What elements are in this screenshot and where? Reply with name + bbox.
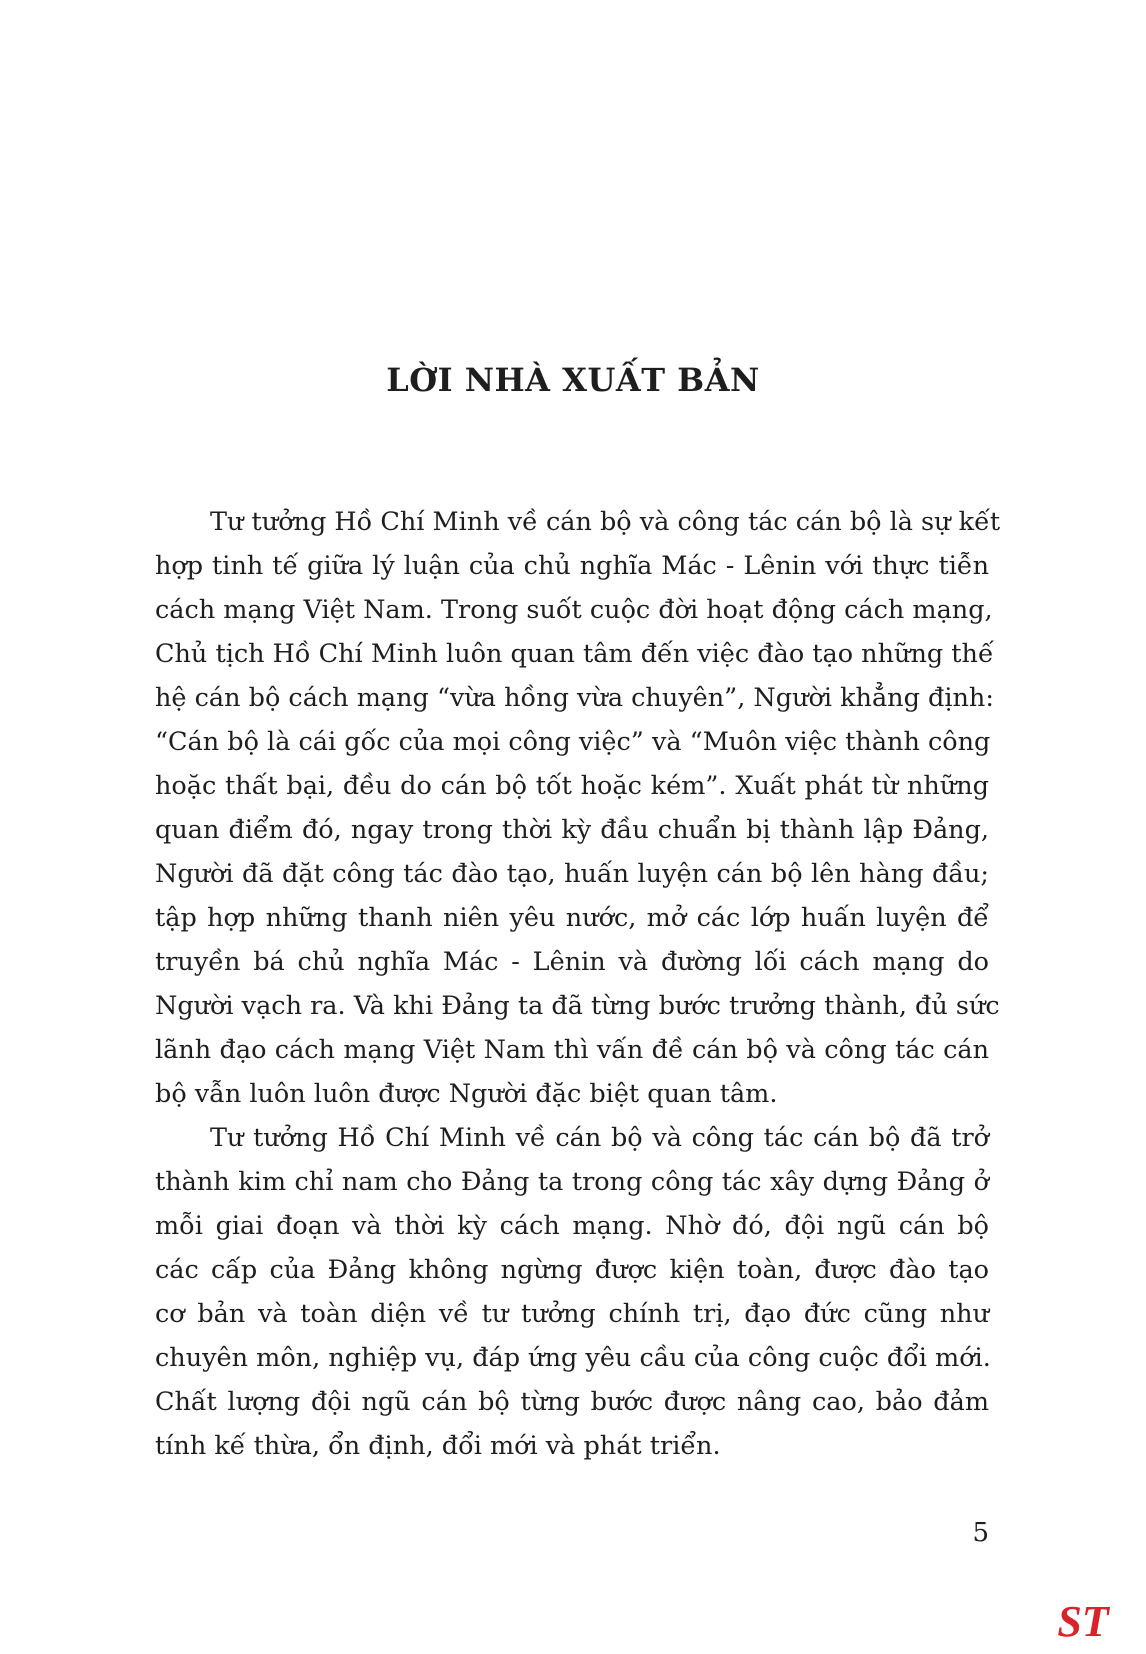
paragraph-2-line: cơ bản và toàn diện về tư tưởng chính trị, đạo đức cũng như	[155, 1299, 989, 1329]
paragraph-2-line: Chất lượng đội ngũ cán bộ từng bước được nâng cao, bảo đảm	[155, 1387, 989, 1417]
paragraph-2-line: các cấp của Đảng không ngừng được kiện toàn, được đào tạo	[155, 1255, 989, 1285]
paragraph-1-line: hệ cán bộ cách mạng “vừa hồng vừa chuyên”, Người khẳng định:	[155, 683, 994, 713]
paragraph-1-line: hợp tinh tế giữa lý luận của chủ nghĩa Mác - Lênin với thực tiễn	[155, 551, 989, 581]
paragraph-1-line: Người vạch ra. Và khi Đảng ta đã từng bước trưởng thành, đủ sức	[155, 991, 1000, 1021]
paragraph-1-line: quan điểm đó, ngay trong thời kỳ đầu chuẩn bị thành lập Đảng,	[155, 815, 989, 845]
paragraph-2-line: thành kim chỉ nam cho Đảng ta trong công tác xây dựng Đảng ở	[155, 1167, 989, 1197]
paragraph-1-line: cách mạng Việt Nam. Trong suốt cuộc đời hoạt động cách mạng,	[155, 595, 993, 625]
paragraph-1-line: tập hợp những thanh niên yêu nước, mở các lớp huấn luyện để	[155, 903, 989, 933]
paragraph-1-line: bộ vẫn luôn luôn được Người đặc biệt quan tâm.	[155, 1079, 778, 1109]
publisher-logo	[1055, 1590, 1111, 1646]
paragraph-2-line: tính kế thừa, ổn định, đổi mới và phát triển.	[155, 1431, 721, 1461]
paragraph-2-line: mỗi giai đoạn và thời kỳ cách mạng. Nhờ đó, đội ngũ cán bộ	[155, 1211, 989, 1241]
paragraph-2-line: Tư tưởng Hồ Chí Minh về cán bộ và công tác cán bộ đã trở	[210, 1123, 989, 1153]
logo-text: ST	[1057, 1597, 1109, 1646]
paragraph-1-line: Chủ tịch Hồ Chí Minh luôn quan tâm đến việc đào tạo những thế	[155, 639, 994, 669]
body-text	[155, 500, 1001, 1468]
paragraph-1-line: hoặc thất bại, đều do cán bộ tốt hoặc kém”. Xuất phát từ những	[155, 771, 989, 801]
paragraph-2-line: chuyên môn, nghiệp vụ, đáp ứng yêu cầu của công cuộc đổi mới.	[155, 1343, 991, 1373]
paragraph-1-line: Tư tưởng Hồ Chí Minh về cán bộ và công tác cán bộ là sự kết	[210, 507, 1001, 537]
paragraph-1-line: “Cán bộ là cái gốc của mọi công việc” và “Muôn việc thành công	[155, 727, 991, 757]
paragraph-1-line: truyền bá chủ nghĩa Mác - Lênin và đường lối cách mạng do	[155, 947, 989, 977]
paragraph-1-line: lãnh đạo cách mạng Việt Nam thì vấn đề cán bộ và công tác cán	[155, 1035, 989, 1065]
page-title: LỜI NHÀ XUẤT BẢN	[386, 361, 760, 399]
paragraph-1-line: Người đã đặt công tác đào tạo, huấn luyện cán bộ lên hàng đầu;	[155, 859, 989, 889]
page-number: 5	[972, 1518, 989, 1548]
